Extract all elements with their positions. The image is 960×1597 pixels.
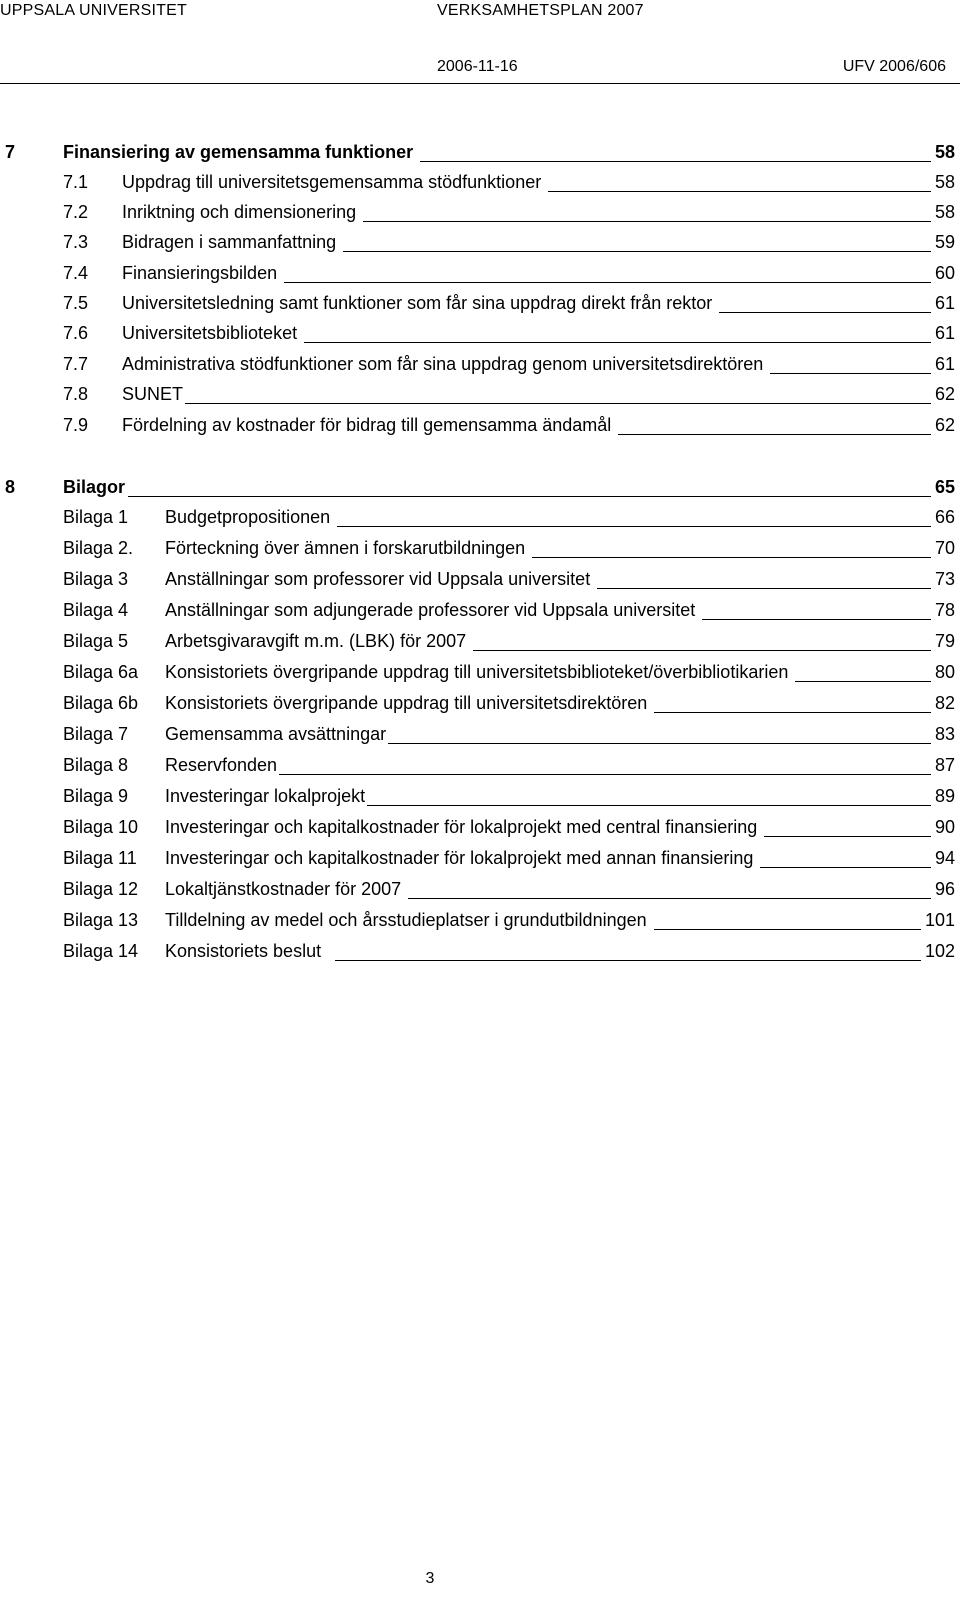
toc-entry-title: Uppdrag till universitetsgemensamma stödfunktioner [122,172,542,192]
toc-page-number: 61 [934,323,955,343]
toc-leader [770,353,931,374]
toc-page-number: 66 [934,507,955,527]
toc-entry-title: Anställningar som adjungerade professorer vid Uppsala universitet [165,600,696,620]
toc-chapter-title: Finansiering av gemensamma funktioner [63,142,414,162]
toc-entry-number: Bilaga 13 [63,910,139,930]
toc-page-number: 62 [934,384,955,404]
header-document-title: VERKSAMHETSPLAN 2007 [437,2,644,19]
toc-chapter-number: 8 [5,477,16,497]
toc-entry-title: Bidragen i sammanfattning [122,232,337,252]
toc-chapter-title: Bilagor [63,477,126,497]
toc-page-number: 80 [934,662,955,682]
toc-chapter-8[interactable] [0,476,955,502]
toc-appendix-12[interactable] [0,878,955,904]
toc-page-number: 62 [934,415,955,435]
toc-leader [618,414,931,435]
toc-entry-title: Universitetsbiblioteket [122,323,298,343]
toc-appendix-8[interactable] [0,754,955,780]
toc-entry-number: Bilaga 4 [63,600,129,620]
toc-entry-number: 7.2 [63,202,89,222]
toc-page-number: 82 [934,693,955,713]
toc-leader [420,141,931,162]
toc-page-number: 59 [934,232,955,252]
toc-leader [343,231,931,252]
toc-entry-7-7[interactable] [0,353,955,379]
toc-leader [367,785,931,806]
toc-entry-7-3[interactable] [0,231,955,257]
toc-leader [363,201,931,222]
running-header [0,0,960,21]
toc-entry-number: 7.5 [63,293,89,313]
toc-entry-number: Bilaga 11 [63,848,137,868]
toc-page-number: 102 [924,941,955,961]
toc-leader [408,878,931,899]
toc-entry-7-6[interactable] [0,322,955,348]
toc-page-number: 65 [934,477,955,497]
toc-page-number: 73 [934,569,955,589]
toc-entry-number: Bilaga 5 [63,631,129,651]
toc-entry-title: Tilldelning av medel och årsstudieplatser i grundutbildningen [165,910,647,930]
toc-entry-number: 7.6 [63,323,89,343]
toc-appendix-4[interactable] [0,599,955,625]
toc-page-number: 87 [934,755,955,775]
toc-leader [284,262,931,283]
toc-entry-7-2[interactable] [0,201,955,227]
toc-entry-title: Konsistoriets beslut [165,941,322,961]
toc-entry-7-8[interactable] [0,383,955,409]
toc-leader [337,506,931,527]
toc-leader [304,322,931,343]
toc-leader [764,816,931,837]
toc-page-number: 58 [934,172,955,192]
toc-appendix-11[interactable] [0,847,955,873]
toc-entry-number: 7.4 [63,263,89,283]
toc-leader [335,940,921,961]
toc-leader [388,723,931,744]
toc-page-number: 61 [934,354,955,374]
toc-entry-title: Lokaltjänstkostnader för 2007 [165,879,402,899]
toc-entry-title: Finansieringsbilden [122,263,278,283]
toc-appendix-6a[interactable] [0,661,955,687]
toc-leader [128,476,931,497]
toc-entry-number: 7.3 [63,232,89,252]
toc-entry-number: Bilaga 14 [63,941,139,961]
toc-entry-number: 7.7 [63,354,89,374]
toc-appendix-10[interactable] [0,816,955,842]
header-divider [0,83,960,84]
toc-leader [795,661,931,682]
toc-page-number: 83 [934,724,955,744]
toc-entry-number: Bilaga 2. [63,538,134,558]
toc-leader [597,568,931,589]
toc-entry-number: Bilaga 3 [63,569,129,589]
toc-entry-number: Bilaga 6a [63,662,139,682]
toc-appendix-13[interactable] [0,909,955,935]
toc-entry-number: 7.1 [63,172,89,192]
toc-entry-7-4[interactable] [0,262,955,288]
toc-leader [654,692,931,713]
toc-entry-title: Investeringar och kapitalkostnader för lokalprojekt med annan finansiering [165,848,754,868]
toc-entry-title: Investeringar lokalprojekt [165,786,366,806]
toc-page-number: 58 [934,202,955,222]
toc-leader [719,292,931,313]
toc-entry-title: Anställningar som professorer vid Uppsala universitet [165,569,591,589]
toc-entry-number: Bilaga 7 [63,724,129,744]
toc-chapter-number: 7 [5,142,16,162]
toc-entry-number: Bilaga 9 [63,786,129,806]
toc-page-number: 94 [934,848,955,868]
toc-entry-7-1[interactable] [0,171,955,197]
toc-appendix-1[interactable] [0,506,955,532]
toc-page-number: 58 [934,142,955,162]
toc-leader [702,599,931,620]
toc-entry-title: Universitetsledning samt funktioner som får sina uppdrag direkt från rektor [122,293,713,313]
toc-chapter-7[interactable] [0,141,955,167]
toc-entry-title: SUNET [122,384,184,404]
toc-entry-number: Bilaga 1 [63,507,129,527]
toc-entry-number: 7.8 [63,384,89,404]
toc-page-number: 101 [924,910,955,930]
toc-entry-title: Investeringar och kapitalkostnader för lokalprojekt med central finansiering [165,817,758,837]
toc-entry-7-5[interactable] [0,292,955,318]
toc-page-number: 61 [934,293,955,313]
toc-page-number: 70 [934,538,955,558]
toc-entry-title: Budgetpropositionen [165,507,331,527]
toc-leader [532,537,931,558]
toc-appendix-7[interactable] [0,723,955,749]
toc-entry-number: Bilaga 6b [63,693,139,713]
toc-page-number: 60 [934,263,955,283]
toc-entry-7-9[interactable] [0,414,955,440]
toc-page-number: 90 [934,817,955,837]
toc-entry-number: Bilaga 12 [63,879,139,899]
toc-entry-title: Förteckning över ämnen i forskarutbildningen [165,538,526,558]
toc-leader [548,171,931,192]
toc-entry-title: Konsistoriets övergripande uppdrag till universitetsbiblioteket/överbibliotikarien [165,662,789,682]
toc-appendix-9[interactable] [0,785,955,811]
toc-appendix-5[interactable] [0,630,955,656]
toc-entry-title: Reservfonden [165,755,278,775]
toc-entry-number: Bilaga 10 [63,817,139,837]
toc-entry-number: 7.9 [63,415,89,435]
footer-page-number: 3 [425,1570,435,1587]
toc-leader [760,847,931,868]
toc-leader [279,754,931,775]
toc-leader [473,630,931,651]
toc-entry-title: Gemensamma avsättningar [165,724,387,744]
toc-page-number: 79 [934,631,955,651]
header-organization: UPPSALA UNIVERSITET [0,2,187,19]
header-date: 2006-11-16 [437,58,518,75]
toc-page-number: 78 [934,600,955,620]
toc-page-number: 89 [934,786,955,806]
toc-appendix-2[interactable] [0,537,955,563]
toc-entry-title: Fördelning av kostnader för bidrag till gemensamma ändamål [122,415,612,435]
toc-appendix-3[interactable] [0,568,955,594]
toc-entry-title: Konsistoriets övergripande uppdrag till universitetsdirektören [165,693,648,713]
header-reference: UFV 2006/606 [842,58,946,75]
toc-leader [185,383,931,404]
toc-appendix-14[interactable] [0,940,955,966]
toc-entry-number: Bilaga 8 [63,755,129,775]
toc-page-number: 96 [934,879,955,899]
toc-entry-title: Inriktning och dimensionering [122,202,357,222]
toc-entry-title: Arbetsgivaravgift m.m. (LBK) för 2007 [165,631,467,651]
toc-leader [654,909,921,930]
toc-appendix-6b[interactable] [0,692,955,718]
toc-entry-title: Administrativa stödfunktioner som får sina uppdrag genom universitetsdirektören [122,354,764,374]
